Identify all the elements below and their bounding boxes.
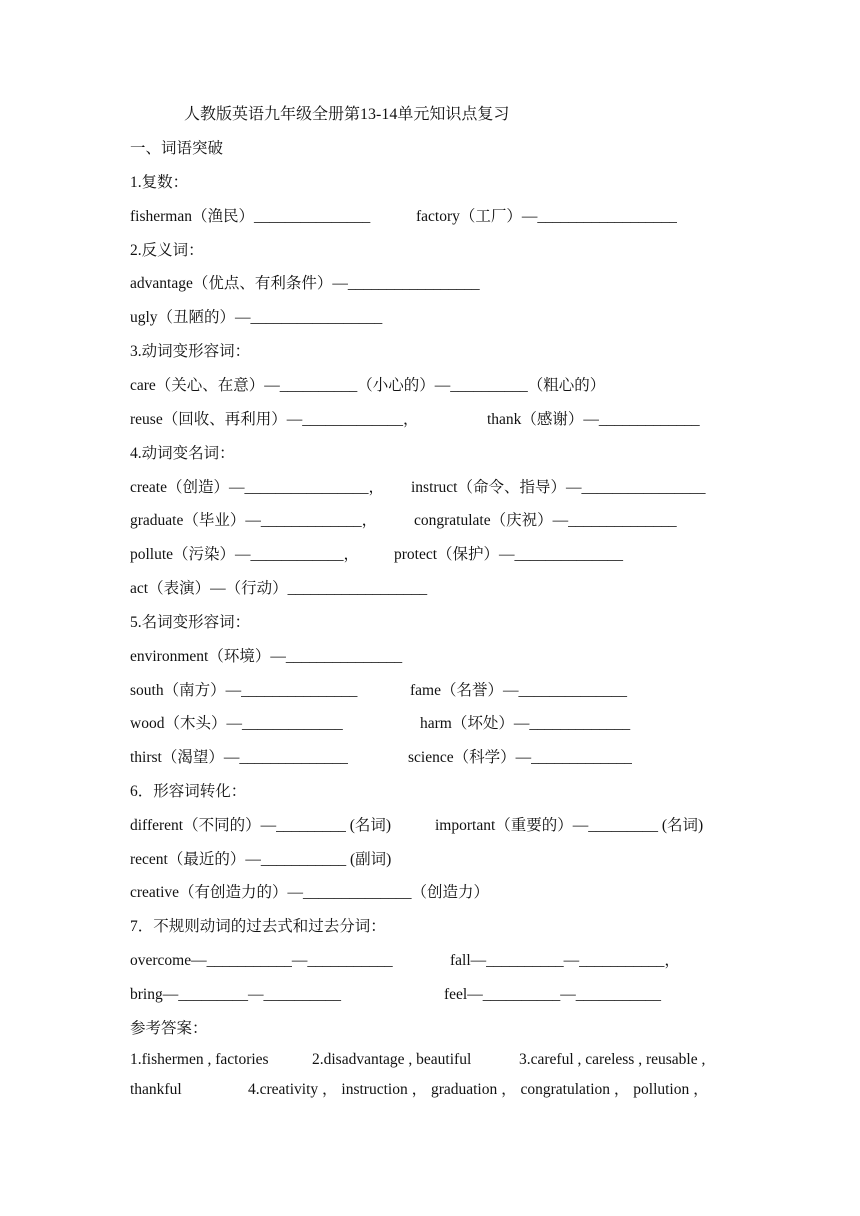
q7-line2 <box>130 984 750 1006</box>
answer-3-cont: thankful <box>130 1081 182 1098</box>
q2-item-advantage: advantage（优点、有利条件）—_________________ <box>130 275 480 292</box>
answers-heading: 参考答案： <box>130 1020 208 1037</box>
q7-heading: 7．不规则动词的过去式和过去分词： <box>130 918 386 935</box>
q6-item-different: different（不同的）—_________ (名词) <box>130 817 392 834</box>
q5-item-harm: harm（坏处）—_____________ <box>420 715 631 732</box>
q5-line3 <box>130 713 750 735</box>
q7-item-bring: bring—_________—__________ <box>130 986 341 1003</box>
q3-item-reuse: reuse（回收、再利用）—_____________， <box>130 411 419 428</box>
q3-line2 <box>130 409 750 431</box>
q6-item-important: important（重要的）—_________ (名词) <box>435 817 704 834</box>
q2-item-ugly: ugly（丑陋的）—_________________ <box>130 309 383 326</box>
q5-heading: 5.名词变形容词： <box>130 614 251 631</box>
q4-line1 <box>130 477 750 499</box>
answer-4: 4.creativity ， instruction ， graduation ， congratulation ， pollution ， <box>248 1081 709 1098</box>
q4-item-instruct: instruct（命令、指导）—________________ <box>411 479 706 496</box>
q4-item-congratulate: congratulate（庆祝）—______________ <box>414 512 677 529</box>
q5-item-thirst: thirst（渴望）—______________ <box>130 749 348 766</box>
answer-2: 2.disadvantage , beautiful <box>312 1051 472 1068</box>
q7-line1 <box>130 950 750 972</box>
q5-item-environment: environment（环境）—_______________ <box>130 648 403 665</box>
answers-line1 <box>130 1049 750 1071</box>
q3-item-care: care（关心、在意）—__________（小心的）—__________（粗心的） <box>130 377 606 394</box>
q7-item-overcome: overcome—___________—___________ <box>130 952 393 969</box>
q5-item-science: science（科学）—_____________ <box>408 749 632 766</box>
q4-item-protect: protect（保护）—______________ <box>394 546 624 563</box>
q5-item-wood: wood（木头）—_____________ <box>130 715 343 732</box>
q4-line3 <box>130 544 750 566</box>
q4-item-create: create（创造）—________________， <box>130 479 384 496</box>
answers-line2 <box>130 1079 750 1101</box>
q6-item-recent: recent（最近的）—___________ (副词) <box>130 851 392 868</box>
q5-item-south: south（南方）—_______________ <box>130 682 358 699</box>
q6-line1 <box>130 815 750 837</box>
q5-line4 <box>130 747 750 769</box>
q4-item-pollute: pollute（污染）—____________， <box>130 546 360 563</box>
q6-heading: 6．形容词转化： <box>130 783 247 800</box>
q5-item-fame: fame（名誉）—______________ <box>410 682 627 699</box>
q7-item-feel: feel—__________—___________ <box>444 986 661 1003</box>
q4-item-graduate: graduate（毕业）—_____________， <box>130 512 378 529</box>
q5-line2 <box>130 680 750 702</box>
document-title: 人教版英语九年级全册第13-14单元知识点复习 <box>184 106 510 123</box>
q3-heading: 3.动词变形容词： <box>130 343 251 360</box>
q4-heading: 4.动词变名词： <box>130 445 235 462</box>
answer-1: 1.fishermen , factories <box>130 1051 269 1068</box>
q6-item-creative: creative（有创造力的）—______________（创造力） <box>130 884 490 901</box>
answer-3: 3.careful , careless , reusable , <box>519 1051 706 1068</box>
q1-line1 <box>130 206 750 228</box>
section-heading: 一、词语突破 <box>130 140 224 157</box>
q1-item-factory: factory（工厂）—__________________ <box>416 208 677 225</box>
q7-item-fall: fall—__________—___________， <box>450 952 680 969</box>
q4-item-act: act（表演）—（行动）__________________ <box>130 580 428 597</box>
q3-item-thank: thank（感谢）—_____________ <box>487 411 700 428</box>
q1-item-fisherman: fisherman（渔民）_______________ <box>130 208 371 225</box>
q1-heading: 1.复数： <box>130 174 189 191</box>
q2-heading: 2.反义词： <box>130 242 204 259</box>
q4-line2 <box>130 510 750 532</box>
